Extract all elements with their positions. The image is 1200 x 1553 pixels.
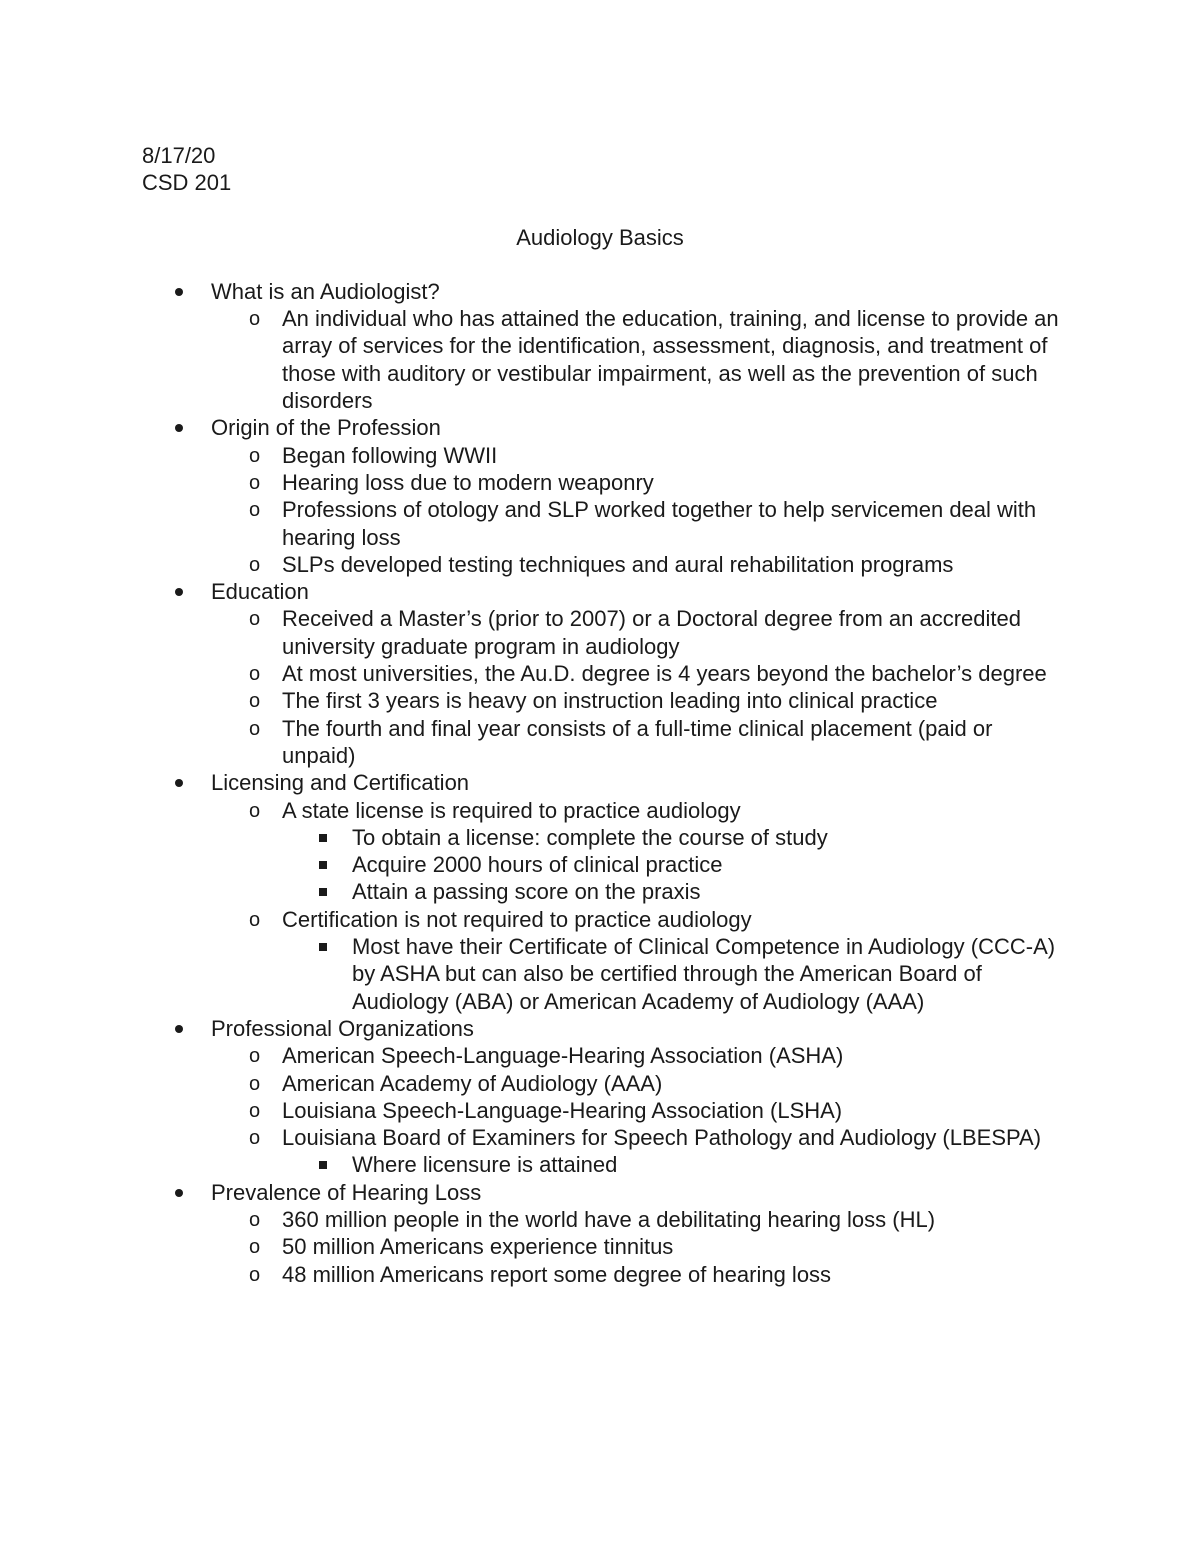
list-item-text: 360 million people in the world have a debilitating hearing loss (HL) <box>282 1206 936 1232</box>
list-item <box>211 1097 1062 1124</box>
outline-section <box>142 769 1062 1015</box>
list-item-text: 50 million Americans experience tinnitus <box>282 1234 674 1260</box>
list-item-text: A state license is required to practice audiology <box>282 797 741 823</box>
square-bullet-icon <box>319 943 327 951</box>
outline-section <box>142 1015 1062 1179</box>
list-item <box>211 1233 1062 1260</box>
course-line: CSD 201 <box>142 170 232 196</box>
list-item-text: 48 million Americans report some degree of hearing loss <box>282 1261 832 1287</box>
outline-section <box>142 578 1062 769</box>
circle-bullet-icon: o <box>249 608 261 631</box>
sub-list <box>211 442 1062 578</box>
list-item-text: Where licensure is attained <box>352 1152 618 1178</box>
section-heading: Professional Organizations <box>211 1015 474 1041</box>
list-item <box>211 1261 1062 1288</box>
list-item-text: Most have their Certificate of Clinical Competence in Audiology (CCC-A) by ASHA but can also be certified through the American Board of Audiology (ABA) or American Academy of Audiology (AAA) <box>352 934 1056 1014</box>
list-item-text: Began following WWII <box>282 442 498 468</box>
square-bullet-icon <box>319 861 327 869</box>
circle-bullet-icon: o <box>249 1045 261 1068</box>
circle-bullet-icon: o <box>249 1099 261 1122</box>
list-item <box>211 797 1062 906</box>
disc-bullet-icon <box>175 1189 183 1197</box>
circle-bullet-icon: o <box>249 1127 261 1150</box>
list-item-text: Hearing loss due to modern weaponry <box>282 469 654 495</box>
list-item-text: Louisiana Speech-Language-Hearing Association (LSHA) <box>282 1097 843 1123</box>
list-item <box>211 1206 1062 1233</box>
list-item <box>211 1124 1062 1179</box>
disc-bullet-icon <box>175 288 183 296</box>
document-content <box>142 142 1062 1288</box>
section-heading: Licensing and Certification <box>211 770 470 796</box>
list-item-text: Acquire 2000 hours of clinical practice <box>352 852 723 878</box>
sub-list <box>211 1042 1062 1178</box>
section-heading: What is an Audiologist? <box>211 278 440 304</box>
circle-bullet-icon: o <box>249 799 261 822</box>
list-item <box>282 1151 1062 1178</box>
list-item-text: American Academy of Audiology (AAA) <box>282 1070 663 1096</box>
list-item <box>211 442 1062 469</box>
outline-section <box>142 414 1062 578</box>
section-heading: Education <box>211 579 309 605</box>
page-title: Audiology Basics <box>516 224 684 250</box>
circle-bullet-icon: o <box>249 908 261 931</box>
square-bullet-icon <box>319 834 327 842</box>
list-item-text: SLPs developed testing techniques and aural rehabilitation programs <box>282 551 954 577</box>
list-item-text: Attain a passing score on the praxis <box>352 879 701 905</box>
list-item <box>282 824 1062 851</box>
list-item-text: To obtain a license: complete the course of study <box>352 824 828 850</box>
outline-section <box>142 278 1062 414</box>
disc-bullet-icon <box>175 588 183 596</box>
list-item <box>211 660 1062 687</box>
list-item-text: American Speech-Language-Hearing Association (ASHA) <box>282 1043 844 1069</box>
sub-list <box>211 797 1062 1015</box>
circle-bullet-icon: o <box>249 444 261 467</box>
list-item <box>211 496 1062 551</box>
circle-bullet-icon: o <box>249 1072 261 1095</box>
section-heading: Origin of the Profession <box>211 415 441 441</box>
disc-bullet-icon <box>175 1025 183 1033</box>
square-bullet-icon <box>319 888 327 896</box>
list-item-text: Professions of otology and SLP worked together to help servicemen deal with hearing loss <box>282 497 1037 550</box>
section-heading: Prevalence of Hearing Loss <box>211 1179 482 1205</box>
list-item <box>211 1070 1062 1097</box>
list-item-text: The fourth and final year consists of a full-time clinical placement (paid or unpaid) <box>282 715 993 768</box>
outline-list <box>142 278 1062 1288</box>
circle-bullet-icon: o <box>249 499 261 522</box>
circle-bullet-icon: o <box>249 690 261 713</box>
list-item <box>211 715 1062 770</box>
list-item-text: Certification is not required to practice audiology <box>282 906 752 932</box>
outline-section <box>142 1179 1062 1288</box>
date-line: 8/17/20 <box>142 143 216 168</box>
list-item <box>282 878 1062 905</box>
list-item <box>211 551 1062 578</box>
list-item-text: Received a Master’s (prior to 2007) or a Doctoral degree from an accredited university graduate program in audiology <box>282 606 1021 659</box>
list-item <box>282 851 1062 878</box>
disc-bullet-icon <box>175 779 183 787</box>
sub-sub-list <box>282 824 1062 906</box>
list-item <box>211 605 1062 660</box>
square-bullet-icon <box>319 1161 327 1169</box>
list-item-text: Louisiana Board of Examiners for Speech Pathology and Audiology (LBESPA) <box>282 1125 1042 1151</box>
sub-list <box>211 305 1062 414</box>
list-item <box>211 906 1062 1015</box>
disc-bullet-icon <box>175 424 183 432</box>
list-item <box>211 469 1062 496</box>
sub-sub-list <box>282 1151 1062 1178</box>
sub-list <box>211 605 1062 769</box>
circle-bullet-icon: o <box>249 1236 261 1259</box>
list-item <box>211 687 1062 714</box>
circle-bullet-icon: o <box>249 717 261 740</box>
list-item-text: At most universities, the Au.D. degree is 4 years beyond the bachelor’s degree <box>282 661 1047 687</box>
list-item <box>211 305 1062 414</box>
circle-bullet-icon: o <box>249 1263 261 1286</box>
list-item-text: An individual who has attained the education, training, and license to provide an array of services for the identification, assessment, diagnosis, and treatment of those with auditory or vestibular impairment, as well as the prevention of such disorders <box>282 306 1059 414</box>
circle-bullet-icon: o <box>249 553 261 576</box>
list-item <box>282 933 1062 1015</box>
circle-bullet-icon: o <box>249 663 261 686</box>
circle-bullet-icon: o <box>249 471 261 494</box>
sub-sub-list <box>282 933 1062 1015</box>
list-item-text: The first 3 years is heavy on instruction leading into clinical practice <box>282 688 938 714</box>
circle-bullet-icon: o <box>249 308 261 331</box>
list-item <box>211 1042 1062 1069</box>
circle-bullet-icon: o <box>249 1208 261 1231</box>
sub-list <box>211 1206 1062 1288</box>
